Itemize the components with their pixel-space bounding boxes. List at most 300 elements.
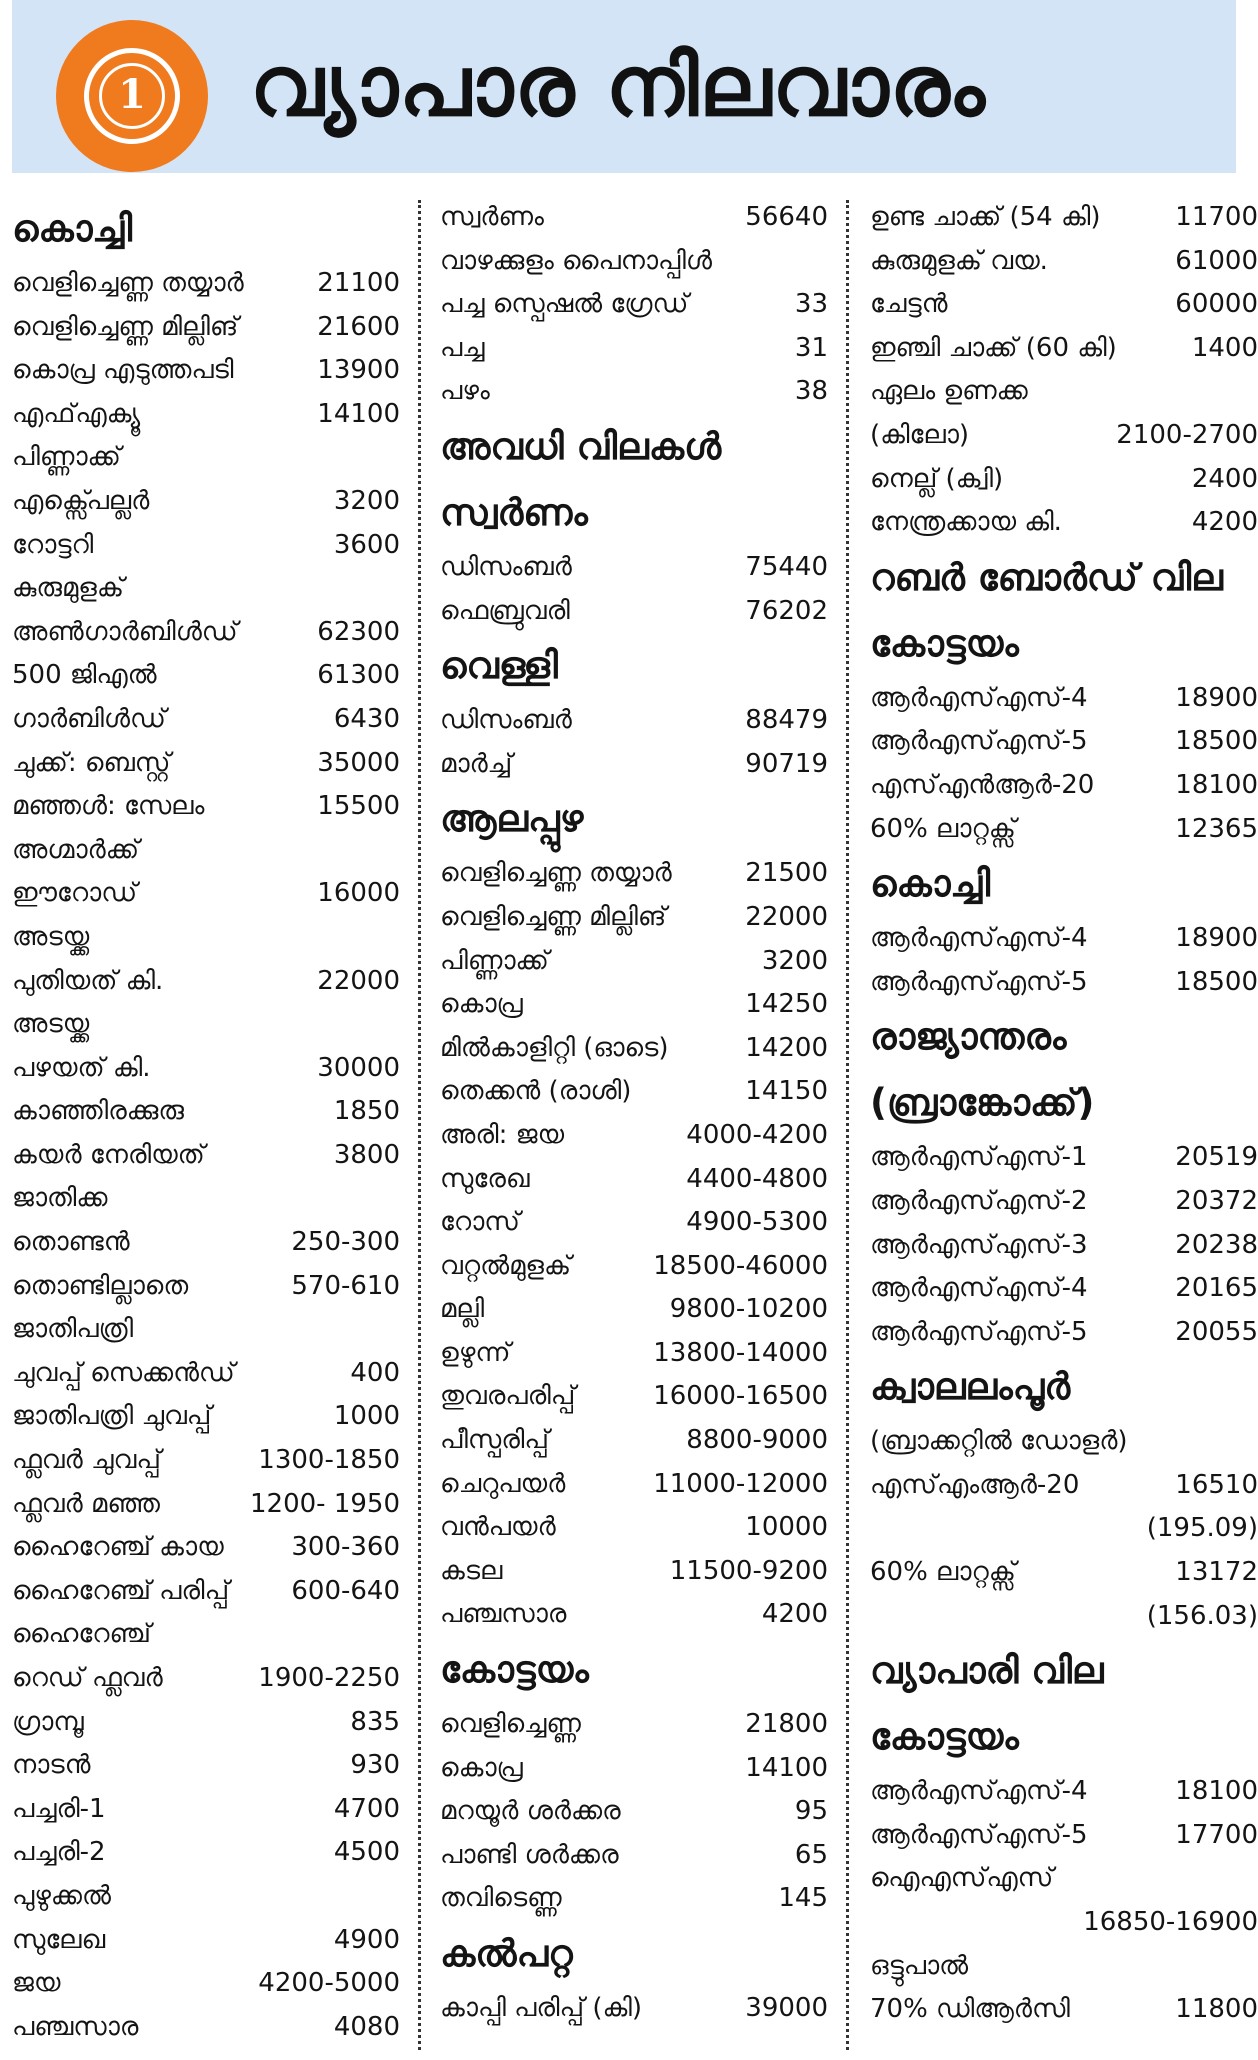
item-price: 11800 (1175, 1994, 1258, 2025)
item-label: റോസ് (440, 1207, 520, 1238)
item-label: ആർഎസ്എസ്-3 (870, 1229, 1088, 1260)
item-label: കൊപ്ര (440, 1752, 523, 1783)
item-price: 4900 (333, 1924, 400, 1955)
item-label: പഞ്ചസാര (440, 1599, 567, 1630)
price-row (870, 370, 1258, 414)
price-row (440, 1593, 828, 1637)
item-label: ഈറോഡ് (12, 878, 138, 909)
item-price: 16000 (317, 878, 400, 909)
item-price: 95 (794, 1796, 828, 1827)
item-label: 500 ജിഎൽ (12, 660, 157, 691)
item-label: പച്ച സ്പെഷൽ ഗ്രേഡ് (440, 289, 689, 320)
item-price: 18500 (1175, 966, 1258, 997)
coin-badge (56, 20, 208, 172)
item-label: അൺഗാർബിൾഡ് (12, 616, 238, 647)
item-label: കാഞ്ഞിരക്കുരു (12, 1096, 184, 1127)
section-heading: അവധി വിലകൾ (440, 424, 722, 468)
item-price: 10000 (745, 1512, 828, 1543)
price-row (440, 1463, 828, 1507)
price-row (440, 283, 828, 327)
item-label: പിണ്ണാക്ക് (440, 945, 549, 976)
item-label: ഗ്രാമ്പൂ (12, 1706, 84, 1737)
item-price: 4200 (1191, 507, 1258, 538)
item-label: ഉഴുന്ന് (440, 1337, 511, 1368)
item-label: കുരുമുളക് (12, 573, 125, 604)
item-price: 33 (794, 289, 828, 320)
price-row (12, 1570, 400, 1614)
item-price: 30000 (317, 1052, 400, 1083)
item-label: തെക്കൻ (രാശി) (440, 1076, 632, 1107)
price-row (870, 1551, 1258, 1595)
badge-numeral: 1 (99, 63, 165, 129)
item-label: സുലേഖ (12, 1924, 106, 1955)
item-price: 14100 (317, 398, 400, 429)
price-row (870, 961, 1258, 1005)
column-divider (846, 200, 849, 2050)
item-label: അഗ്മാർക്ക് (12, 834, 140, 865)
price-row (12, 611, 400, 655)
price-row (870, 677, 1258, 721)
price-row (12, 524, 400, 568)
price-row (870, 764, 1258, 808)
item-price: 600-640 (291, 1575, 400, 1606)
section-heading: കൊച്ചി (870, 862, 991, 906)
item-label: ഇഞ്ചി ചാക്ക് (60 കി) (870, 332, 1117, 363)
item-label: ആർഎസ്എസ്-4 (870, 1776, 1088, 1807)
item-label: ഫ്ലവർ മഞ്ഞ (12, 1488, 160, 1519)
item-label: വറ്റൽമുളക് (440, 1250, 572, 1281)
price-row (12, 742, 400, 786)
price-row (440, 240, 828, 284)
item-label: പിണ്ണാക്ക് (12, 442, 121, 473)
price-row (870, 720, 1258, 764)
price-row (440, 1703, 828, 1747)
page-title: വ്യാപാര നിലവാരം (250, 37, 986, 135)
item-price: 4080 (333, 2011, 400, 2042)
item-label: ഏലം ഉണക്ക (870, 376, 1028, 407)
item-price: 18100 (1175, 769, 1258, 800)
item-label: ആർഎസ്എസ്-4 (870, 923, 1088, 954)
price-row (12, 1308, 400, 1352)
item-label: ആർഎസ്എസ്-5 (870, 726, 1088, 757)
price-row (12, 1003, 400, 1047)
coin-icon (84, 48, 180, 144)
price-row (440, 370, 828, 414)
price-column-3 (870, 196, 1258, 2056)
price-row (440, 1201, 828, 1245)
item-price: 1400 (1191, 332, 1258, 363)
section-heading: കോട്ടയം (440, 1648, 589, 1692)
price-row (12, 1090, 400, 1134)
item-price: 11000-12000 (653, 1468, 828, 1499)
item-price: 1850 (333, 1096, 400, 1127)
item-price: 145 (778, 1883, 828, 1914)
price-row (440, 546, 828, 590)
item-price: 13900 (317, 355, 400, 386)
item-price: 1200- 1950 (250, 1488, 400, 1519)
price-row (12, 1177, 400, 1221)
item-label: വാഴക്കുളം പൈനാപ്പിൾ (440, 245, 713, 276)
item-label: മറയൂർ ശർക്കര (440, 1796, 621, 1827)
price-row (440, 1877, 828, 1921)
price-row (12, 1919, 400, 1963)
item-label: കൊപ്ര എടുത്തപടി (12, 355, 234, 386)
item-label: പുഴുക്കൽ (12, 1880, 111, 1911)
item-price: 20238 (1175, 1229, 1258, 1260)
price-row (870, 240, 1258, 284)
section-heading: വ്യാപാരി വില (870, 1649, 1104, 1693)
price-row (870, 1267, 1258, 1311)
price-column-1 (12, 196, 400, 2056)
price-row (12, 1395, 400, 1439)
item-label: ജാതിപത്രി ചുവപ്പ് (12, 1401, 212, 1432)
item-price: 3200 (333, 485, 400, 516)
price-row (12, 1831, 400, 1875)
item-label: റോട്ടറി (12, 529, 94, 560)
price-row (440, 1027, 828, 1071)
item-label: ജാതിപത്രി (12, 1314, 134, 1345)
price-row (870, 1136, 1258, 1180)
item-label: എക്സ്പെല്ലർ (12, 485, 150, 516)
price-row (870, 1180, 1258, 1224)
item-price: 76202 (745, 595, 828, 626)
item-price: 22000 (317, 965, 400, 996)
item-label: ആർഎസ്എസ്-5 (870, 1819, 1088, 1850)
price-row (440, 590, 828, 634)
item-price: 21100 (317, 268, 400, 298)
price-row (12, 829, 400, 873)
price-row (440, 1332, 828, 1376)
item-price: 21600 (317, 311, 400, 342)
item-price: 4000-4200 (686, 1119, 828, 1150)
item-price: 3600 (333, 529, 400, 560)
section-heading: കോട്ടയം (870, 1715, 1019, 1759)
item-price: 9800-10200 (669, 1294, 828, 1325)
item-label: അരി: ജയ (440, 1119, 565, 1150)
item-label: ആർഎസ്എസ്-4 (870, 682, 1088, 713)
section-heading: കൽപറ്റ (440, 1932, 573, 1975)
price-row (12, 960, 400, 1004)
item-price: 18900 (1175, 923, 1258, 954)
item-label: പച്ച (440, 332, 485, 363)
item-label: ജാതിക്ക (12, 1183, 108, 1214)
price-row (440, 1070, 828, 1114)
price-row (870, 1420, 1258, 1464)
item-price: 17700 (1175, 1819, 1258, 1850)
item-price: 8800-9000 (686, 1425, 828, 1456)
price-row (12, 1657, 400, 1701)
price-row (440, 1419, 828, 1463)
item-label: കയർ നേരിയത് (12, 1139, 205, 1170)
price-row (870, 1945, 1258, 1989)
item-label: ആർഎസ്എസ്-1 (870, 1142, 1088, 1173)
price-row (440, 196, 828, 240)
item-label: ചുക്ക്: ബെസ്റ്റ് (12, 747, 171, 778)
item-price: 14250 (745, 989, 828, 1020)
price-row (870, 1901, 1258, 1945)
section-heading: ക്വാലലംപൂർ (870, 1365, 1071, 1409)
item-price: 18500-46000 (653, 1250, 828, 1281)
section-heading: റബർ ബോർഡ് വില (870, 555, 1223, 599)
item-price: 4700 (333, 1793, 400, 1824)
item-price: 2100-2700 (1116, 419, 1258, 450)
price-row (870, 283, 1258, 327)
item-label: 60% ലാറ്റക്സ് (870, 813, 1016, 844)
price-row (870, 1857, 1258, 1901)
price-row (440, 1114, 828, 1158)
item-label: നെല്ല് (ക്വി) (870, 463, 1004, 494)
item-price: 13800-14000 (653, 1337, 828, 1368)
item-label: കൊപ്ര (440, 989, 523, 1020)
price-row (440, 1506, 828, 1550)
item-label: ഗാർബിൾഡ് (12, 703, 166, 734)
price-row (870, 414, 1258, 458)
item-label: കാപ്പി പരിപ്പ് (കി) (440, 1993, 643, 2023)
item-label: ജയ (12, 1968, 61, 1999)
item-label: ഐഎസ്എസ് (870, 1863, 1054, 1894)
item-label: ഒട്ടുപാൽ (870, 1950, 969, 1981)
price-row (12, 1352, 400, 1396)
price-column-2 (440, 196, 828, 2056)
item-price: 300-360 (291, 1532, 400, 1563)
price-row (870, 808, 1258, 852)
price-row (12, 1526, 400, 1570)
item-price: (156.03) (1146, 1600, 1258, 1631)
item-label: തൊണ്ടില്ലാതെ (12, 1270, 189, 1301)
item-label: ഹൈറേഞ്ച് കായ (12, 1532, 224, 1563)
item-price: 3200 (761, 945, 828, 976)
item-label: പാണ്ടി ശർക്കര (440, 1839, 619, 1870)
price-row (440, 1375, 828, 1419)
item-price: 21500 (745, 858, 828, 889)
price-row (12, 1701, 400, 1745)
price-row (12, 306, 400, 350)
item-label: ഡിസംബർ (440, 551, 572, 582)
item-price: 39000 (745, 1993, 828, 2023)
price-row (870, 1507, 1258, 1551)
item-label: അടയ്ക്ക (12, 921, 90, 952)
item-price: 3800 (333, 1139, 400, 1170)
item-label: പച്ചരി-1 (12, 1793, 106, 1824)
item-label: ഹൈറേഞ്ച് പരിപ്പ് (12, 1575, 230, 1606)
item-label: പഴയത് കി. (12, 1052, 151, 1083)
price-row (870, 1814, 1258, 1858)
price-row (12, 436, 400, 480)
price-row (12, 1613, 400, 1657)
item-label: ആർഎസ്എസ്-4 (870, 1273, 1088, 1304)
item-label: ചേട്ടൻ (870, 289, 948, 320)
item-price: 4200-5000 (258, 1968, 400, 1999)
price-row (440, 1790, 828, 1834)
item-label: ചുവപ്പ് സെക്കൻഡ് (12, 1357, 235, 1388)
item-price: 570-610 (291, 1270, 400, 1301)
item-price: 16510 (1175, 1469, 1258, 1500)
item-price: 62300 (317, 616, 400, 647)
item-price: 6430 (333, 703, 400, 734)
item-price: 15500 (317, 791, 400, 822)
price-row (870, 327, 1258, 371)
item-price: 400 (350, 1357, 400, 1388)
page-header (12, 0, 1236, 173)
item-label: പഴം (440, 376, 490, 407)
item-price: 11700 (1175, 202, 1258, 232)
item-label: ഡിസംബർ (440, 705, 572, 736)
item-price: 1000 (333, 1401, 400, 1432)
item-label: ആർഎസ്എസ്-2 (870, 1185, 1088, 1216)
price-row (440, 940, 828, 984)
item-label: എഫ്എക്യൂ (12, 398, 141, 429)
section-heading: വെള്ളി (440, 644, 558, 688)
price-row (12, 872, 400, 916)
item-label: മഞ്ഞൾ: സേലം (12, 791, 205, 822)
item-label: മല്ലി (440, 1294, 485, 1325)
price-row (12, 1221, 400, 1265)
price-row (12, 1875, 400, 1919)
price-row (12, 1047, 400, 1091)
item-price: 88479 (745, 705, 828, 736)
item-price: 61000 (1175, 245, 1258, 276)
price-row (440, 699, 828, 743)
price-row (870, 501, 1258, 545)
item-price: 250-300 (291, 1227, 400, 1258)
item-price: 75440 (745, 551, 828, 582)
item-label: മിൽകാളിറ്റി (ഓടെ) (440, 1032, 669, 1063)
price-row (12, 393, 400, 437)
item-price: 14150 (745, 1076, 828, 1107)
item-label: ചെറുപയർ (440, 1468, 566, 1499)
item-price: 61300 (317, 660, 400, 691)
item-price: 38 (794, 376, 828, 407)
item-price: 18100 (1175, 1776, 1258, 1807)
price-row (870, 1988, 1258, 2032)
item-label: മാർച്ച് (440, 748, 513, 779)
item-label: തൊണ്ടൻ (12, 1227, 130, 1258)
item-price: 18500 (1175, 726, 1258, 757)
item-price: 22000 (745, 901, 828, 932)
price-row (440, 327, 828, 371)
item-price: 65 (794, 1839, 828, 1870)
item-price: 4900-5300 (686, 1207, 828, 1238)
item-price: 20519 (1175, 1142, 1258, 1173)
price-row (440, 896, 828, 940)
section-heading: കോട്ടയം (870, 621, 1019, 665)
item-price: 21800 (745, 1709, 828, 1740)
item-price: 1900-2250 (258, 1663, 400, 1693)
price-row (440, 852, 828, 896)
item-label: 70% ഡിആർസി (870, 1994, 1070, 2025)
price-row (12, 480, 400, 524)
price-row (12, 2006, 400, 2050)
item-price: 930 (350, 1750, 400, 1781)
price-row (12, 654, 400, 698)
item-label: റെഡ് ഫ്ലവർ (12, 1663, 163, 1693)
item-price: 31 (794, 332, 828, 363)
price-row (12, 698, 400, 742)
item-price: 835 (350, 1706, 400, 1737)
item-price: 14100 (745, 1752, 828, 1783)
price-row (12, 1134, 400, 1178)
item-price: 16850-16900 (1083, 1907, 1258, 1938)
item-label: വെളിച്ചെണ്ണ തയ്യാർ (12, 268, 244, 298)
item-price: 60000 (1175, 289, 1258, 320)
item-price: 13172 (1175, 1557, 1258, 1588)
price-row (12, 1962, 400, 2006)
item-label: ആർഎസ്എസ്-5 (870, 1316, 1088, 1347)
price-row (12, 1744, 400, 1788)
item-price: 20055 (1175, 1316, 1258, 1347)
item-label: പഞ്ചസാര (12, 2011, 139, 2042)
price-row (12, 262, 400, 306)
item-price: 12365 (1175, 813, 1258, 844)
item-label: 60% ലാറ്റക്സ് (870, 1557, 1016, 1588)
item-label: വെളിച്ചെണ്ണ മില്ലിങ് (12, 311, 239, 342)
item-price: 4500 (333, 1837, 400, 1868)
item-label: സ്വർണം (440, 202, 544, 232)
section-heading: ആലപ്പുഴ (440, 797, 584, 841)
item-label: പച്ചരി-2 (12, 1837, 106, 1868)
item-label: (കിലോ) (870, 419, 969, 450)
price-row (440, 1158, 828, 1202)
item-label: ഫ്ലവർ ചുവപ്പ് (12, 1445, 161, 1476)
price-row (12, 349, 400, 393)
item-price: 1300-1850 (258, 1445, 400, 1476)
item-price: 2400 (1191, 463, 1258, 494)
item-label: പീസ്പരിപ്പ് (440, 1425, 549, 1456)
item-price: 90719 (745, 748, 828, 779)
item-label: ഫെബ്രുവരി (440, 595, 570, 626)
item-price: 56640 (745, 202, 828, 232)
item-label: നാടൻ (12, 1750, 91, 1781)
price-row (870, 196, 1258, 240)
price-row (870, 917, 1258, 961)
item-label: സുരേഖ (440, 1163, 530, 1194)
item-label: അടയ്ക്ക (12, 1009, 90, 1040)
price-row (440, 1834, 828, 1878)
price-row (440, 1288, 828, 1332)
item-label: വൻപയർ (440, 1512, 556, 1543)
item-label: വെളിച്ചെണ്ണ മില്ലിങ് (440, 901, 667, 932)
item-label: കുരുമുളക് വയ. (870, 245, 1048, 276)
item-price: 4400-4800 (686, 1163, 828, 1194)
price-row (870, 1464, 1258, 1508)
price-row (12, 1265, 400, 1309)
price-row (870, 458, 1258, 502)
item-label: കടല (440, 1555, 503, 1586)
item-label: നേന്ത്രക്കായ കി. (870, 507, 1062, 538)
price-row (12, 1788, 400, 1832)
item-label: ഹൈറേഞ്ച് (12, 1619, 151, 1650)
price-row (870, 1311, 1258, 1355)
price-row (440, 1747, 828, 1791)
price-row (440, 1987, 828, 2031)
price-row (440, 1245, 828, 1289)
price-row (440, 1550, 828, 1594)
price-row (440, 743, 828, 787)
item-label: എസ്എംആർ-20 (870, 1469, 1080, 1500)
item-label: തുവരപരിപ്പ് (440, 1381, 576, 1412)
price-row (870, 1770, 1258, 1814)
item-price: 14200 (745, 1032, 828, 1063)
section-heading: (ബ്രാങ്കോക്ക്) (870, 1081, 1095, 1125)
price-row (12, 567, 400, 611)
price-row (12, 1439, 400, 1483)
item-price: 20165 (1175, 1273, 1258, 1304)
column-divider (418, 200, 421, 2050)
item-price: 4200 (761, 1599, 828, 1630)
item-label: തവിടെണ്ണ (440, 1883, 562, 1914)
price-row (870, 1595, 1258, 1639)
section-heading: രാജ്യാന്തരം (870, 1015, 1067, 1059)
